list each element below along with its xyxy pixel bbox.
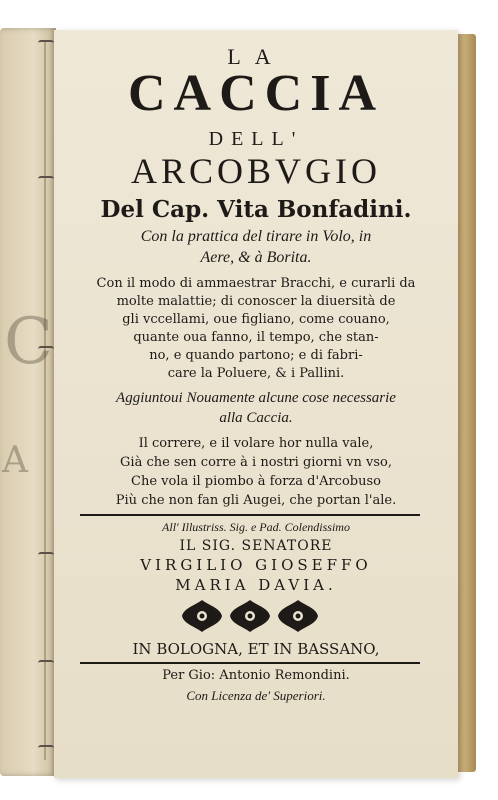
title-la: LA xyxy=(227,44,285,69)
dedication-line: All' Illustriss. Sig. e Pad. Colendissimo xyxy=(162,520,350,534)
added-line-2: alla Caccia. xyxy=(219,410,293,426)
binding-stitch xyxy=(38,346,54,352)
spine-gutter xyxy=(44,40,46,760)
binding-stitch xyxy=(38,552,54,558)
description-line-4: quante oua fanno, il tempo, che stan- xyxy=(133,330,379,345)
binding-stitch xyxy=(38,745,54,751)
binding-stitch xyxy=(38,660,54,666)
title-dell: DELL' xyxy=(208,128,304,150)
verse-line-2: Già che sen corre à i nostri giorni vn vso, xyxy=(120,455,392,470)
subtitle-line-2: Aere, & à Borita. xyxy=(200,249,312,266)
verse-line-3: Che vola il piombo à forza d'Arcobuso xyxy=(131,474,381,489)
facing-page-letter-c: C xyxy=(4,305,53,379)
description-line-6: care la Poluere, & i Pallini. xyxy=(167,366,345,381)
rule-bottom xyxy=(80,662,420,664)
description-line-2: molte malattie; di conoscer la diuersità de xyxy=(116,294,396,309)
facing-page-letter-a: A xyxy=(2,440,28,481)
fleuron-icon xyxy=(276,598,320,634)
description-line-1: Con il modo di ammaestrar Bracchi, e curarli da xyxy=(96,276,416,291)
verse-line-4: Più che non fan gli Augei, che portan l'ale. xyxy=(115,493,397,508)
description-line-3: gli vccellami, oue figliano, come couano, xyxy=(122,312,390,327)
description-line-5: no, e quando partono; e di fabri- xyxy=(149,348,363,363)
title-caccia: CACCIA xyxy=(128,65,384,122)
binding-stitch xyxy=(38,40,54,46)
printer-line: Per Gio: Antonio Remondini. xyxy=(162,668,350,683)
senator-line: IL SIG. SENATORE xyxy=(179,538,333,554)
binding-stitch xyxy=(38,176,54,182)
added-line-1: Aggiuntoui Nouamente alcune cose necessarie xyxy=(116,390,396,406)
imprint-line: IN BOLOGNA, ET IN BASSANO, xyxy=(132,640,380,658)
fleuron-icon xyxy=(180,598,224,634)
author-line: Del Cap. Vita Bonfadini. xyxy=(100,196,412,223)
subtitle-line-1: Con la prattica del tirare in Volo, in xyxy=(140,228,372,245)
cover-edge xyxy=(456,34,476,772)
title-arcobugio: ARCOBVGIO xyxy=(130,151,381,191)
license-line: Con Licenza de' Superiori. xyxy=(186,688,326,703)
verse-line-1: Il correre, e il volare hor nulla vale, xyxy=(138,436,374,451)
printer-ornament xyxy=(180,598,320,634)
dedicatee-name-2: MARIA DAVIA. xyxy=(175,576,337,594)
dedicatee-name-1: VIRGILIO GIOSEFFO xyxy=(140,556,372,574)
rule-top xyxy=(80,514,420,516)
fleuron-icon xyxy=(228,598,272,634)
